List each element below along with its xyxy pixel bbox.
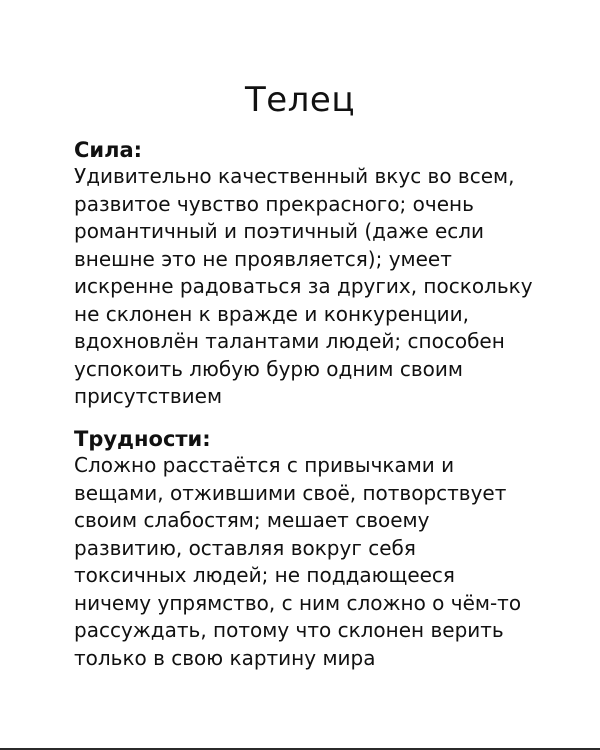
strengths-line: вдохновлён талантами людей; способен (74, 329, 505, 353)
difficulties-line: вещами, отжившими своё, потворствует (74, 480, 507, 505)
strengths-line: искренне радоваться за других, поскольку (74, 274, 533, 298)
strengths-line: присутствием (74, 384, 223, 408)
strengths-line: романтичный и поэтичный (даже если (74, 219, 485, 243)
strengths-text (74, 163, 554, 411)
difficulties-line: только в свою картину мира (74, 645, 376, 670)
strengths-line: внешне это не проявляется); умеет (74, 246, 452, 271)
difficulties-section (74, 426, 554, 672)
strengths-heading: Сила: (74, 138, 143, 162)
difficulties-line: Сложно расстаётся с привычками и (74, 453, 455, 477)
difficulties-line: своим слабостям; мешает своему (74, 508, 430, 532)
strengths-line: Удивительно качественный вкус во всем, (74, 164, 515, 188)
strengths-line: успокоить любую бурю одним своим (74, 356, 463, 381)
strengths-line: не склонен к вражде и конкуренции, (74, 301, 470, 326)
difficulties-line: ничему упрямство, с ним сложно о чём-то (74, 590, 522, 615)
difficulties-heading: Трудности: (74, 427, 211, 451)
difficulties-line: рассуждать, потому что склонен верить (74, 618, 504, 642)
strengths-section (74, 137, 554, 411)
difficulties-line: токсичных людей; не поддающееся (74, 563, 455, 587)
difficulties-line: развитию, оставляя вокруг себя (74, 535, 416, 560)
page-title: Телец (245, 80, 355, 120)
strengths-line: развитое чувство прекрасного; очень (74, 191, 474, 216)
difficulties-text (74, 452, 554, 672)
